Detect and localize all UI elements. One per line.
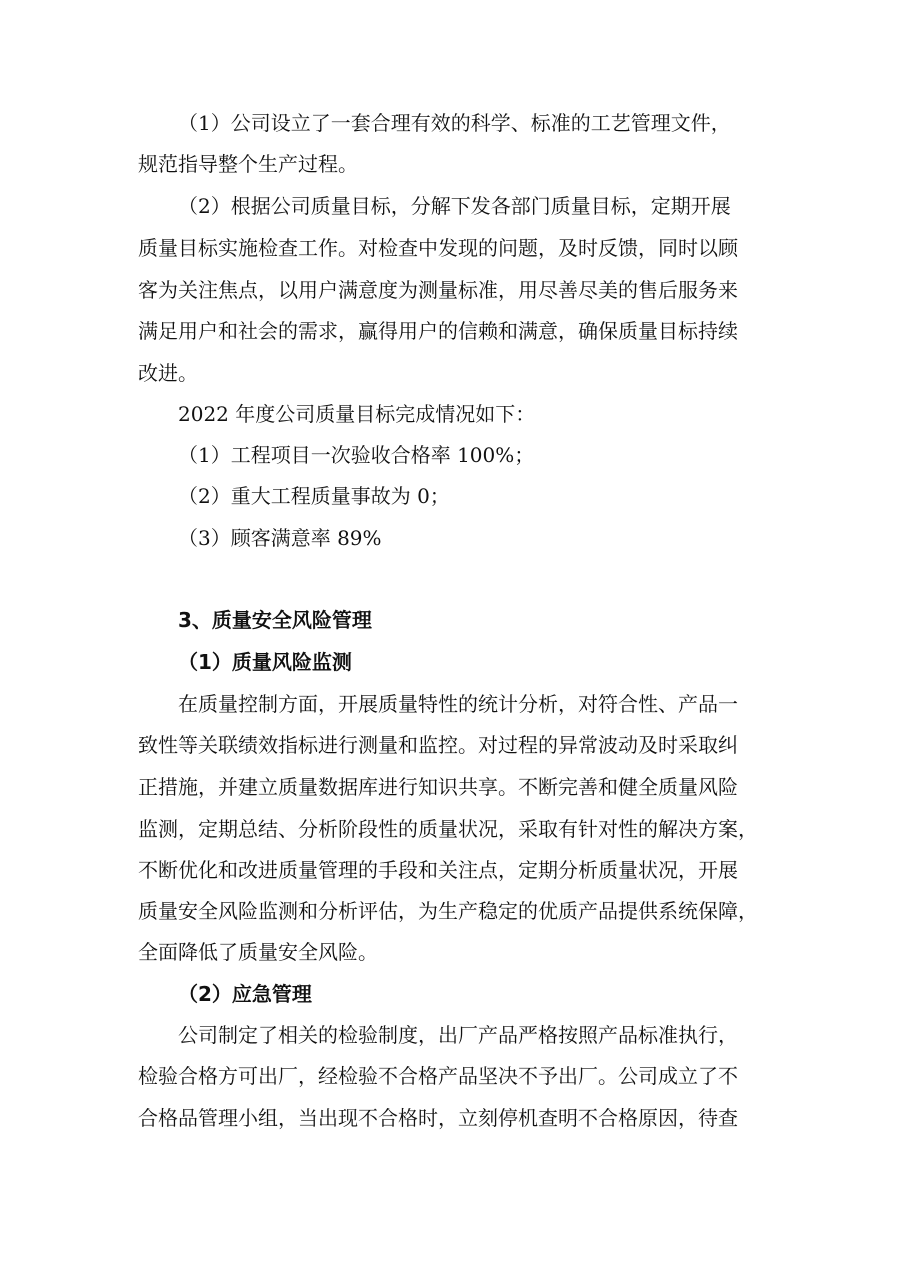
- list-item: （2）重大工程质量事故为 0；: [178, 484, 450, 508]
- text-line: 客为关注焦点，以用户满意度为测量标准，用尽善尽美的售后服务来: [138, 278, 738, 302]
- text-line: 规范指导整个生产过程。: [138, 152, 358, 176]
- section-heading: 3、质量安全风险管理: [178, 608, 372, 632]
- text-line: （1）公司设立了一套合理有效的科学、标准的工艺管理文件，: [178, 111, 731, 135]
- text-line: 2022 年度公司质量目标完成情况如下：: [178, 402, 536, 426]
- text-line: 全面降低了质量安全风险。: [138, 940, 378, 964]
- text-line: 改进。: [138, 361, 198, 385]
- subsection-heading: （1）质量风险监测: [178, 650, 352, 674]
- text-line: 正措施，并建立质量数据库进行知识共享。不断完善和健全质量风险: [138, 775, 738, 799]
- text-line: 监测，定期总结、分析阶段性的质量状况，采取有针对性的解决方案，: [138, 817, 758, 841]
- text-line: 致性等关联绩效指标进行测量和监控。对过程的异常波动及时采取纠: [138, 733, 738, 757]
- text-line: 检验合格方可出厂，经检验不合格产品坚决不予出厂。公司成立了不: [138, 1064, 738, 1088]
- text-line: 公司制定了相关的检验制度，出厂产品严格按照产品标准执行，: [178, 1023, 738, 1047]
- text-line: 质量目标实施检查工作。对检查中发现的问题，及时反馈，同时以顾: [138, 236, 738, 260]
- text-line: 不断优化和改进质量管理的手段和关注点，定期分析质量状况，开展: [138, 858, 738, 882]
- list-item: （3）顾客满意率 89%: [178, 526, 382, 550]
- list-item: （1）工程项目一次验收合格率 100%；: [178, 443, 535, 467]
- text-line: （2）根据公司质量目标，分解下发各部门质量目标，定期开展: [178, 194, 731, 218]
- text-line: 合格品管理小组，当出现不合格时，立刻停机查明不合格原因，待查: [138, 1106, 738, 1130]
- text-line: 质量安全风险监测和分析评估，为生产稳定的优质产品提供系统保障，: [138, 899, 758, 923]
- text-line: 在质量控制方面，开展质量特性的统计分析，对符合性、产品一: [178, 692, 738, 716]
- subsection-heading: （2）应急管理: [178, 982, 312, 1006]
- text-line: 满足用户和社会的需求，赢得用户的信赖和满意，确保质量目标持续: [138, 319, 738, 343]
